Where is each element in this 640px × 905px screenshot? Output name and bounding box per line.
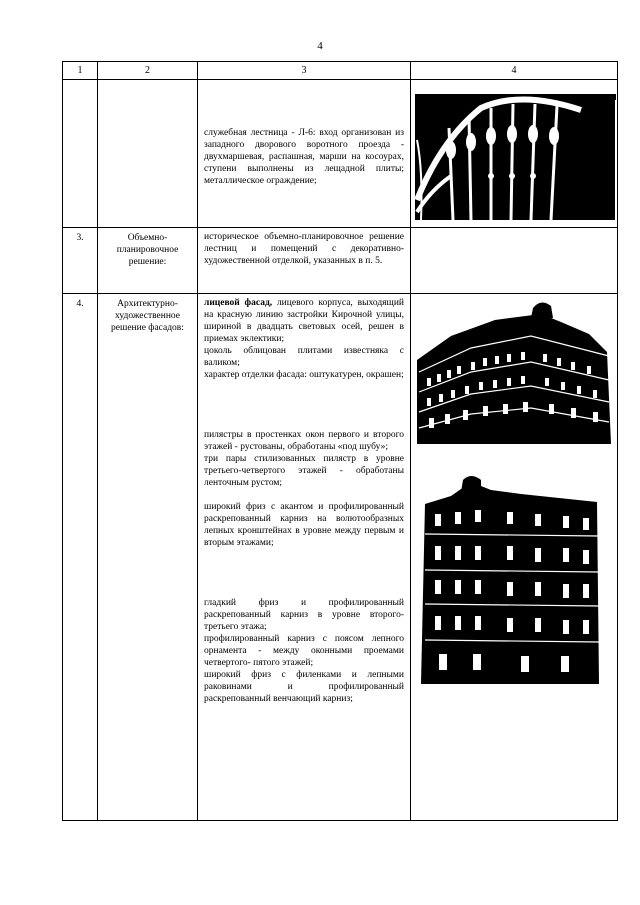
header-col-3: 3 bbox=[198, 62, 411, 80]
staircase-railing-photo bbox=[411, 80, 616, 227]
paragraph: гладкий фриз и профилированный раскрепованный карниз в уровне второго-третьего этажа; bbox=[204, 598, 404, 632]
row-number bbox=[63, 80, 98, 228]
document-table bbox=[62, 61, 618, 821]
row-number: 4. bbox=[63, 294, 98, 821]
bold-lead: лицевой фасад, bbox=[204, 298, 273, 308]
paragraph: характер отделки фасада: оштукатурен, окрашен; bbox=[204, 370, 404, 380]
table-header-row bbox=[63, 62, 618, 80]
paragraph: профилированный карниз с поясом лепного орнамента - между оконными проемами четвертого- пятого этажей; bbox=[204, 634, 404, 668]
header-col-2: 2 bbox=[98, 62, 198, 80]
row-description bbox=[198, 294, 411, 821]
paragraph: широкий фриз с филенками и лепными раковинами и профилированный раскрепованный венчающий карниз; bbox=[204, 670, 404, 704]
facade-photo-wide bbox=[411, 294, 616, 444]
row-description bbox=[198, 228, 411, 294]
table-row bbox=[63, 294, 618, 821]
row-description bbox=[198, 80, 411, 228]
photo-cell bbox=[411, 80, 618, 228]
page-number: 4 bbox=[317, 40, 323, 52]
table-row bbox=[63, 80, 618, 228]
empty-cell bbox=[411, 228, 618, 294]
paragraph: три пары стилизованных пилястр в уровне третьего-четвертого этажей - обработаны ленточным рустом; bbox=[204, 454, 404, 488]
paragraph: широкий фриз с акантом и профилированный раскрепованный карниз на волютообразных лепных кронштейнах в уровне между первым и вторым этажами; bbox=[204, 502, 404, 548]
paragraph bbox=[204, 297, 404, 345]
row-title bbox=[98, 80, 198, 228]
paragraph: историческое объемно-планировочное решение лестниц и помещений с декоративно-художественной отделкой, указанных в п. 5. bbox=[204, 232, 404, 266]
row-title: Объемно-планировочное решение: bbox=[98, 228, 198, 294]
paragraph: служебная лестница - Л-6: вход организован из западного дворового воротного проезда - двухмаршевая, распашная, марши на косоурах, ступени выполнены из лещадной плиты; металлическое ограждение; bbox=[204, 128, 404, 186]
row-number: 3. bbox=[63, 228, 98, 294]
photo-cell bbox=[411, 294, 618, 821]
header-col-4: 4 bbox=[411, 62, 618, 80]
facade-photo-tall bbox=[411, 474, 616, 684]
paragraph: пилястры в простенках окон первого и второго этажей - рустованы, обработаны «под шубу»; bbox=[204, 430, 404, 452]
paragraph-text: лицевого корпуса, выходящий на красную линию застройки Кирочной улицы, шириной в двадцать световых осей, решен в приемах эклектики; bbox=[204, 298, 405, 344]
paragraph: цоколь облицован плитами известняка с валиком; bbox=[204, 346, 404, 368]
header-col-1: 1 bbox=[63, 62, 98, 80]
row-title: Архитектурно-художественное решение фасадов: bbox=[98, 294, 198, 821]
table-row bbox=[63, 228, 618, 294]
